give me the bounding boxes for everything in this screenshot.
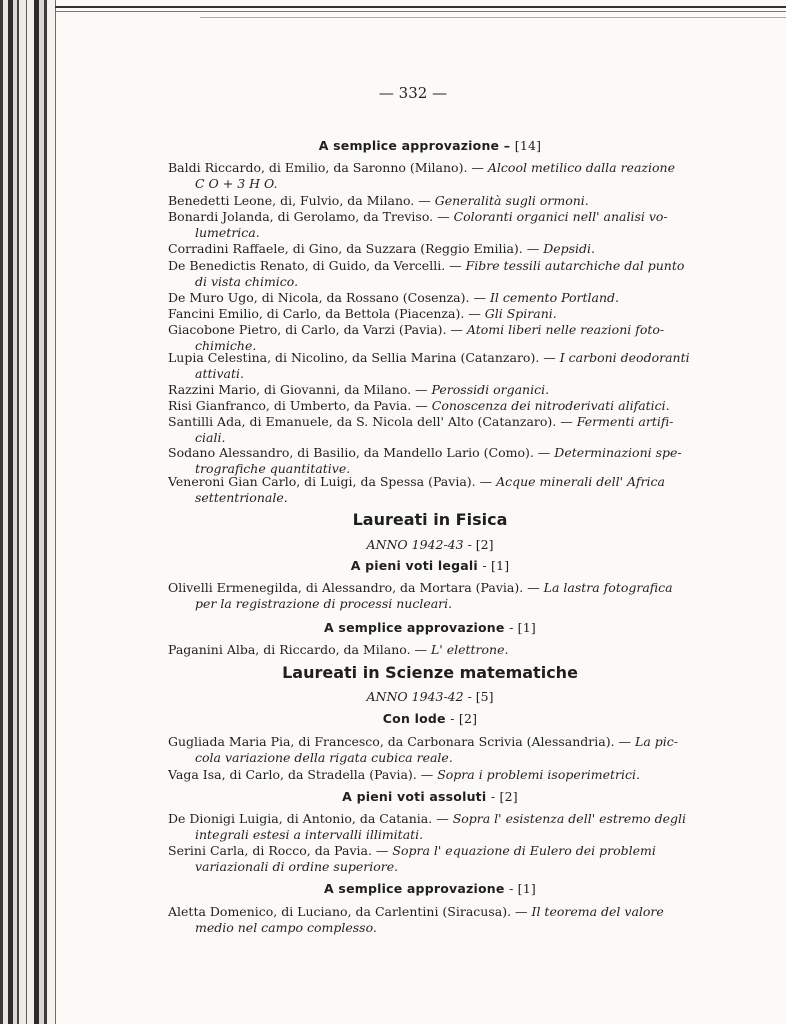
list-item: Corradini Raffaele, di Gino, da Suzzara (Reggio Emilia). — Depsidi. <box>168 241 596 256</box>
list-item: Aletta Domenico, di Luciano, da Carlentini (Siracusa). — Il teorema del valore medio nel campo complesso. <box>168 904 664 935</box>
list-item: Fancini Emilio, di Carlo, da Bettola (Piacenza). — Gli Spirani. <box>168 306 557 321</box>
list-item: Razzini Mario, di Giovanni, da Milano. — Perossidi organici. <box>168 382 550 397</box>
page-top-border <box>55 6 786 8</box>
section-heading: A semplice approvazione – [14] <box>318 138 542 153</box>
list-item: Veneroni Gian Carlo, di Luigi, da Spessa (Pavia). — Acque minerali dell' Africa settentrionale. <box>168 474 665 505</box>
subsection-heading: A pieni voti assoluti - [2] <box>342 789 518 804</box>
list-item: Santilli Ada, di Emanuele, da S. Nicola dell' Alto (Catanzaro). — Fermenti artifi- ciali. <box>168 414 674 445</box>
subsection-heading: A semplice approvazione - [1] <box>324 881 536 896</box>
list-item: Gugliada Maria Pia, di Francesco, da Carbonara Scrivia (Alessandria). — La pic- cola variazione della rigata cubica reale. <box>168 734 678 765</box>
page-number: — 332 — <box>378 84 448 102</box>
subsection-heading: A pieni voti legali - [1] <box>350 558 510 573</box>
list-item: De Benedictis Renato, di Guido, da Vercelli. — Fibre tessili autarchiche dal punto di vista chimico. <box>168 258 685 289</box>
subsection-heading: A semplice approvazione - [1] <box>324 620 536 635</box>
list-item: Baldi Riccardo, di Emilio, da Saronno (Milano). — Alcool metilico dalla reazione C O + 3 H O. <box>168 160 675 191</box>
list-item: Giacobone Pietro, di Carlo, da Varzi (Pavia). — Atomi liberi nelle reazioni foto- chimiche. <box>168 322 665 353</box>
page-top-border-3 <box>200 17 786 18</box>
list-item: Serini Carla, di Rocco, da Pavia. — Sopra l' equazione di Eulero dei problemi variazionali di ordine superiore. <box>168 843 656 874</box>
list-item: Sodano Alessandro, di Basilio, da Mandello Lario (Como). — Determinazioni spe- trografiche quantitative. <box>168 445 682 476</box>
list-item: Olivelli Ermenegilda, di Alessandro, da Mortara (Pavia). — La lastra fotografica per la registrazione di processi nucleari. <box>168 580 673 611</box>
list-item: De Muro Ugo, di Nicola, da Rossano (Cosenza). — Il cemento Portland. <box>168 290 619 305</box>
anno-line: ANNO 1943-42 - [5] <box>366 689 494 704</box>
anno-line: ANNO 1942-43 - [2] <box>366 537 494 552</box>
list-item: Paganini Alba, di Riccardo, da Milano. — L' elettrone. <box>168 642 509 657</box>
section-title-matematiche: Laureati in Scienze matematiche <box>282 663 578 682</box>
list-item: Benedetti Leone, di, Fulvio, da Milano. — Generalità sugli ormoni. <box>168 193 589 208</box>
list-item: Vaga Isa, di Carlo, da Stradella (Pavia). — Sopra i problemi isoperimetrici. <box>168 767 640 782</box>
section-title-fisica: Laureati in Fisica <box>352 510 508 529</box>
list-item: Lupia Celestina, di Nicolino, da Sellia Marina (Catanzaro). — I carboni deodoranti attivati. <box>168 350 690 381</box>
page-top-border-2 <box>55 11 786 12</box>
list-item: Bonardi Jolanda, di Gerolamo, da Treviso. — Coloranti organici nell' analisi vo- lumetrica. <box>168 209 668 240</box>
subsection-heading: Con lode - [2] <box>382 711 478 726</box>
list-item: Risi Gianfranco, di Umberto, da Pavia. — Conoscenza dei nitroderivati alifatici. <box>168 398 670 413</box>
list-item: De Dionigi Luigia, di Antonio, da Catania. — Sopra l' esistenza dell' estremo degli integrali estesi a intervalli illimitati. <box>168 811 687 842</box>
